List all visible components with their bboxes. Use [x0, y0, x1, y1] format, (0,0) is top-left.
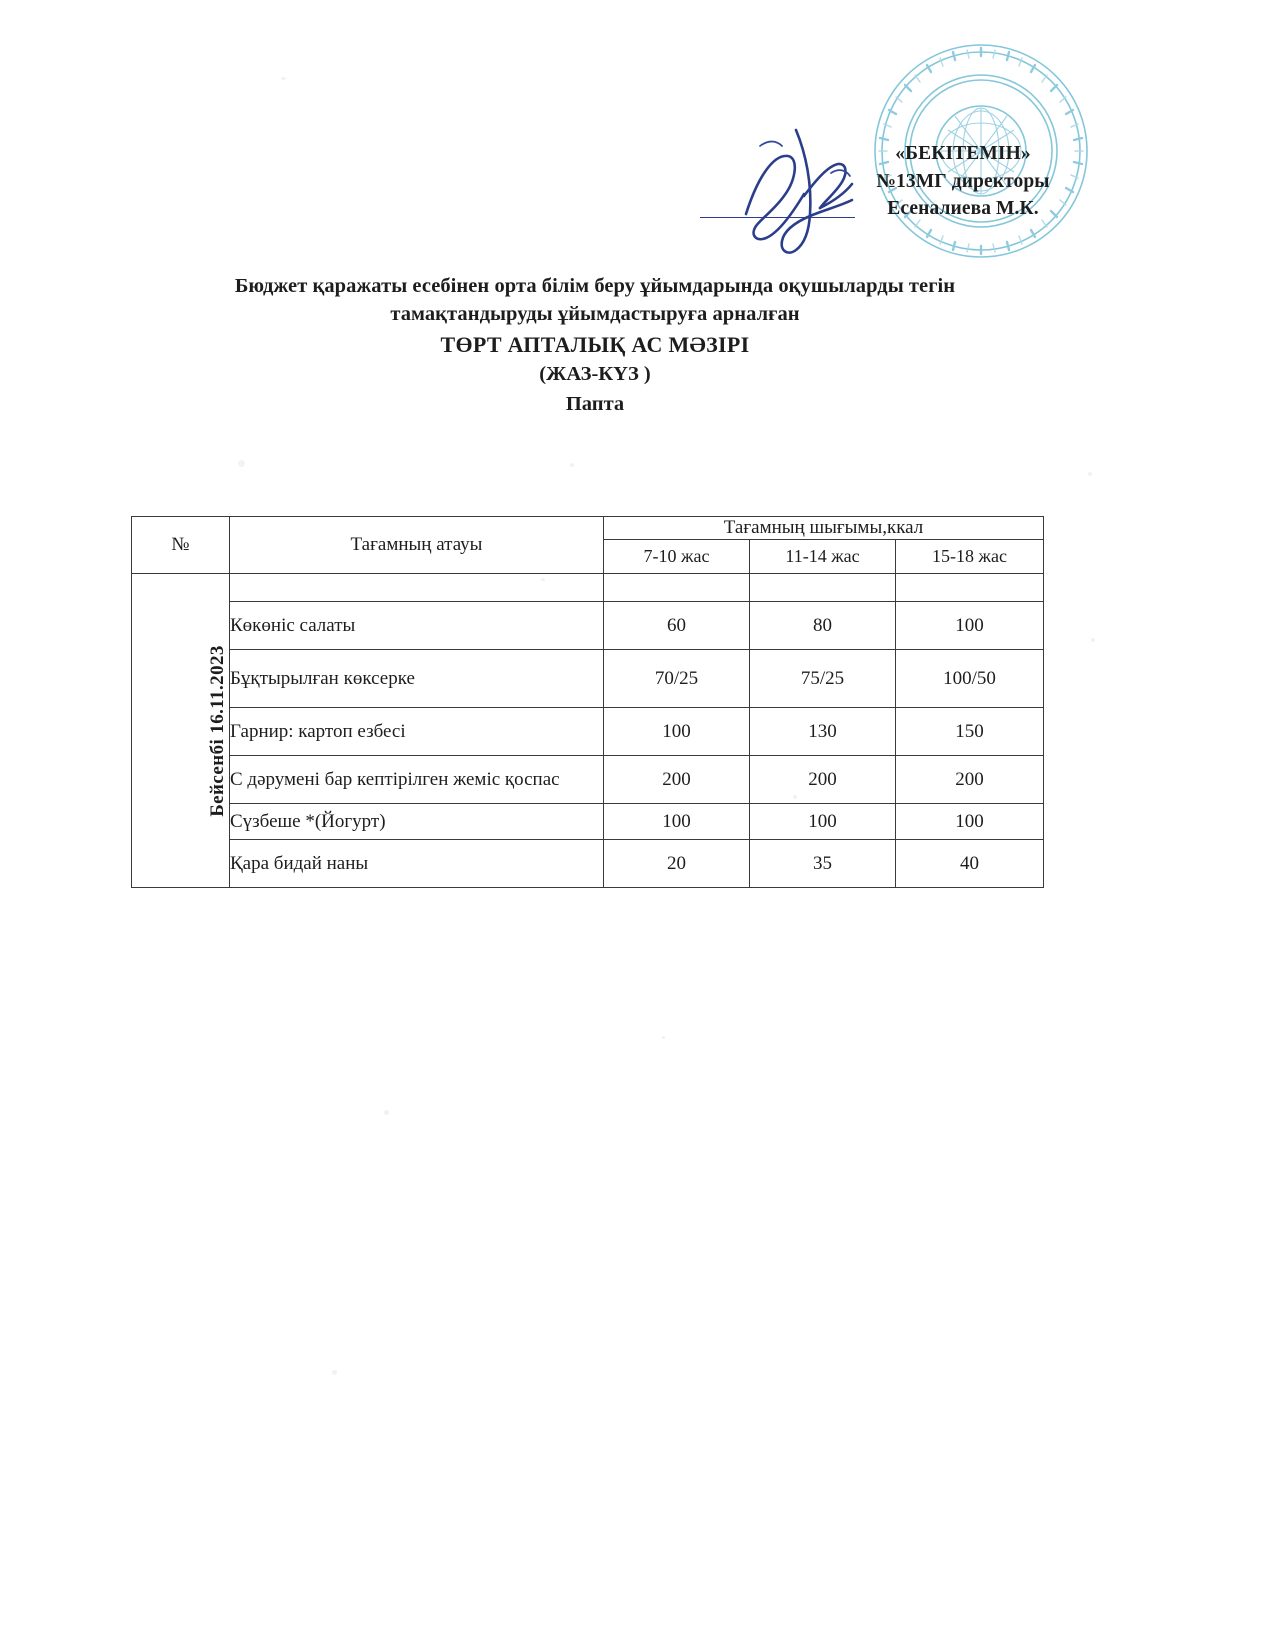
table-row [132, 650, 1044, 708]
dish-name: Сүзбеше *(Йогурт) [230, 804, 604, 840]
menu-table-container [131, 516, 1043, 888]
approval-block [868, 140, 1058, 223]
dish-name: С дәрумені бар кептірілген жеміс қоспас [230, 756, 604, 804]
table-header-row [132, 517, 1044, 540]
dish-value-7-10: 60 [604, 602, 750, 650]
dish-value-15-18: 100/50 [896, 650, 1044, 708]
dish-value-15-18: 100 [896, 602, 1044, 650]
title-line-5: Папта [565, 392, 625, 415]
day-label: Бейсенбі 16.11.2023 [206, 644, 228, 817]
dish-value-7-10: 100 [604, 804, 750, 840]
table-row [132, 708, 1044, 756]
spacer-value-cell-3 [896, 574, 1044, 602]
dish-value-11-14: 80 [750, 602, 896, 650]
dish-value-11-14: 130 [750, 708, 896, 756]
title-line-4: (ЖАЗ-КҮЗ ) [539, 362, 651, 385]
title-line-2: тамақтандыруды ұйымдастыруға арналған [390, 303, 800, 326]
dish-value-15-18: 40 [896, 840, 1044, 888]
dish-name: Бұқтырылған көксерке [230, 650, 604, 708]
table-row [132, 756, 1044, 804]
header-age-15-18: 15-18 жас [896, 540, 1044, 574]
dish-value-15-18: 100 [896, 804, 1044, 840]
menu-table-head [132, 517, 1044, 574]
menu-table-body [132, 574, 1044, 888]
header-dish-name: Тағамның атауы [230, 517, 604, 574]
dish-value-11-14: 100 [750, 804, 896, 840]
dish-name: Гарнир: картоп езбесі [230, 708, 604, 756]
dish-value-15-18: 200 [896, 756, 1044, 804]
title-line-1: Бюджет қаражаты есебінен орта білім беру ұйымдарында оқушыларды тегін [234, 275, 956, 297]
menu-table [131, 516, 1044, 888]
approval-director-label: №13МГ директоры [876, 170, 1050, 192]
dish-value-11-14: 200 [750, 756, 896, 804]
title-line-3: ТӨРТ АПТАЛЫҚ АС МӘЗІРІ [440, 331, 750, 357]
dish-value-15-18: 150 [896, 708, 1044, 756]
header-number: № [132, 517, 230, 574]
dish-name: Көкөніс салаты [230, 602, 604, 650]
spacer-value-cell-2 [750, 574, 896, 602]
header-age-11-14: 11-14 жас [750, 540, 896, 574]
day-label-cell [132, 574, 230, 888]
spacer-dish-cell [230, 574, 604, 602]
table-row [132, 574, 1044, 602]
header-yield: Тағамның шығымы,ккал [604, 517, 1044, 540]
table-row [132, 602, 1044, 650]
dish-value-7-10: 20 [604, 840, 750, 888]
dish-name: Қара бидай наны [230, 840, 604, 888]
table-row [132, 840, 1044, 888]
dish-value-7-10: 70/25 [604, 650, 750, 708]
spacer-value-cell-1 [604, 574, 750, 602]
approval-confirm-label: «БЕКІТЕМІН» [895, 143, 1031, 164]
dish-value-7-10: 100 [604, 708, 750, 756]
page-title [0, 272, 1190, 419]
dish-value-11-14: 75/25 [750, 650, 896, 708]
dish-value-7-10: 200 [604, 756, 750, 804]
dish-value-11-14: 35 [750, 840, 896, 888]
table-row [132, 804, 1044, 840]
approval-director-name: Есеналиева М.К. [887, 198, 1039, 220]
signature-line [700, 217, 855, 218]
header-age-7-10: 7-10 жас [604, 540, 750, 574]
